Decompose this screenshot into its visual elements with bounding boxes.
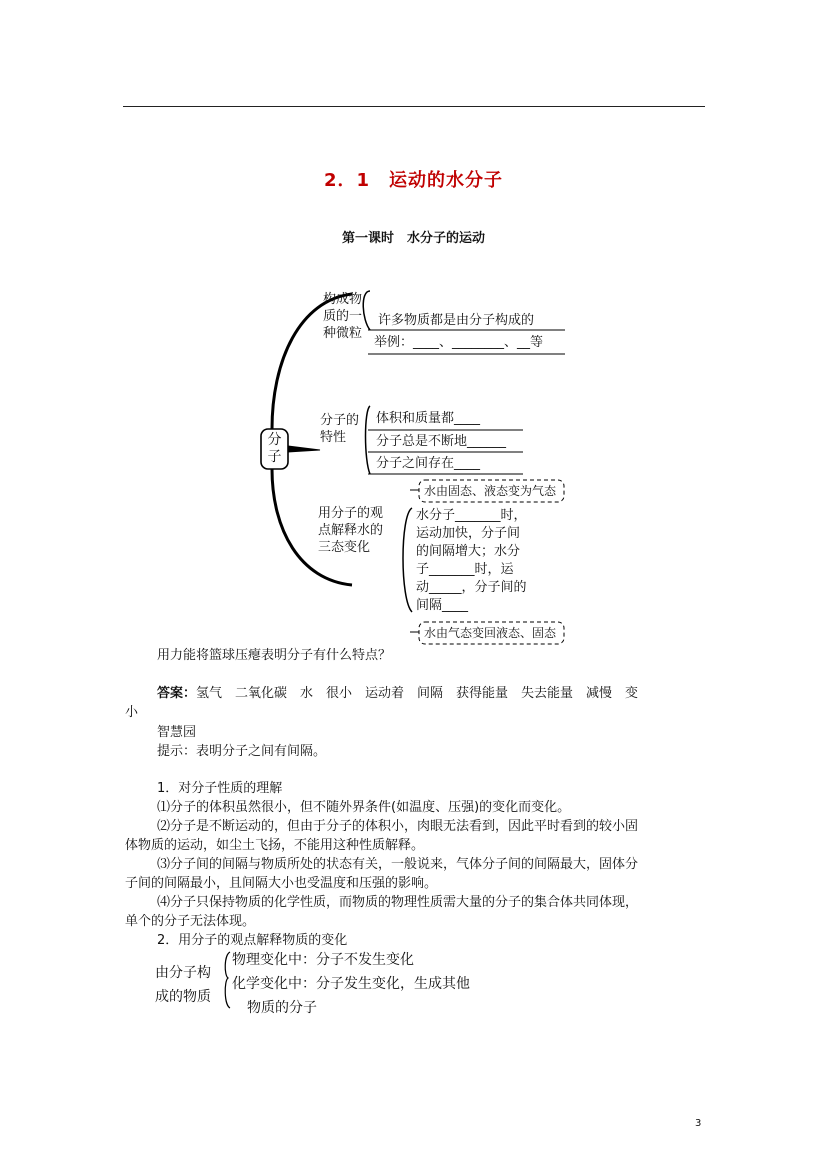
- branch3-label: 用分子的观 点解释水的 三态变化: [318, 506, 384, 555]
- answer-text: 氢气 二氧化碳 水 很小 运动着 间隔 获得能量 失去能量 减慢 变: [196, 686, 639, 701]
- branch1-label: 构成物 质的一 种微粒: [323, 292, 363, 341]
- section1-p3a: ⑶分子间的间隔与物质所处的状态有关，一般说来，气体分子间的间隔最大，固体分: [157, 857, 639, 872]
- lesson-subtitle: 第一课时 水分子的运动: [341, 231, 485, 246]
- branch2-item2: 分子总是不断地______: [376, 434, 507, 449]
- branch2-item3: 分子之间存在____: [376, 456, 481, 471]
- wisdom-hint: 提示：表明分子之间有间隔。: [157, 744, 327, 759]
- question-text: 用力能将篮球压瘪表明分子有什么特点？: [157, 648, 392, 663]
- section1-p4b: 单个的分子无法体现。: [125, 914, 256, 929]
- section2-left-line1: 由分子构: [155, 965, 211, 981]
- answer-line1: [157, 684, 638, 704]
- answer-line2: 小: [125, 705, 139, 720]
- branch2-item1: 体积和质量都____: [376, 411, 481, 426]
- branch3-explanation: 水分子_______时， 运动加快，分子间 的间隔增大；水分 子_______时，运 动_____，分子间的 间隔____: [416, 508, 527, 613]
- section2-right-line2: 化学变化中：分子发生变化，生成其他: [232, 976, 470, 992]
- answer-label: 答案：: [157, 686, 197, 701]
- branch1-item1: 许多物质都是由分子构成的: [378, 313, 535, 328]
- branch1-item2: 举例：____、________、__等: [374, 335, 544, 350]
- branch3-top-note: 水由固态、液态变为气态: [424, 484, 557, 498]
- branch3-bottom-note: 水由气态变回液态、固态: [424, 626, 557, 640]
- page-number: 3: [695, 1118, 702, 1129]
- branch2-label: 分子的 特性: [320, 413, 360, 445]
- section2-right-line1: 物理变化中：分子不发生变化: [232, 952, 414, 968]
- section1-p1: ⑴分子的体积虽然很小，但不随外界条件(如温度、压强)的变化而变化。: [157, 800, 571, 815]
- page-title: 2．1 运动的水分子: [323, 170, 504, 191]
- wisdom-label: 智慧园: [157, 725, 197, 740]
- section1-p2b: 体物质的运动，如尘土飞扬，不能用这种性质解释。: [125, 838, 425, 853]
- center-label: 分 子: [267, 432, 282, 465]
- section2-right-line3: 物质的分子: [247, 1000, 317, 1016]
- section1-heading: 1．对分子性质的理解: [157, 781, 283, 796]
- section2-left-line2: 成的物质: [155, 989, 211, 1005]
- section1-p4a: ⑷分子只保持物质的化学性质，而物质的物理性质需大量的分子的集合体共同体现，: [157, 895, 639, 910]
- section1-p3b: 子间的间隔最小，且间隔大小也受温度和压强的影响。: [125, 876, 438, 891]
- section2-heading: 2．用分子的观点解释物质的变化: [157, 933, 348, 948]
- middle-spike: [288, 446, 320, 452]
- section1-p2a: ⑵分子是不断运动的，但由于分子的体积小，肉眼无法看到，因此平时看到的较小固: [157, 819, 639, 834]
